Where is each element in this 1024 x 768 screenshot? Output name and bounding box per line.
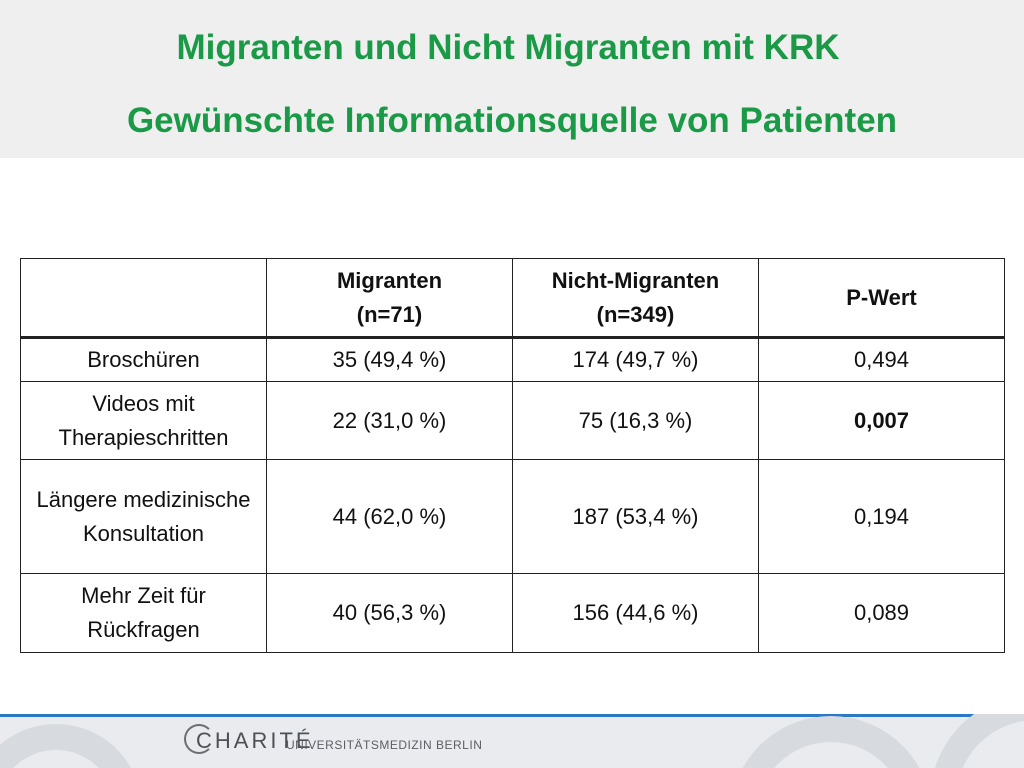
slide-subtitle: Gewünschte Informationsquelle von Patienten (126, 101, 898, 140)
table-row (21, 574, 1005, 653)
table-row (21, 382, 1005, 460)
cell-nicht-migranten: 187 (53,4 %) (513, 460, 759, 574)
cell-p-wert: 0,089 (759, 574, 1005, 653)
row-label: Videos mit Therapieschritten (21, 382, 267, 460)
header-label: Migranten (n=71) (336, 267, 443, 327)
cell-migranten: 35 (49,4 %) (267, 338, 513, 382)
cell-migranten: 44 (62,0 %) (267, 460, 513, 574)
table-row (21, 338, 1005, 382)
cell-p-wert: 0,194 (759, 460, 1005, 574)
charite-logo-subtitle: UNIVERSITÄTSMEDIZIN BERLIN (286, 738, 483, 752)
cell-p-wert: 0,494 (759, 338, 1005, 382)
header-cell-migranten (267, 259, 513, 338)
cell-nicht-migranten: 174 (49,7 %) (513, 338, 759, 382)
cell-p-wert-significant: 0,007 (759, 382, 1005, 460)
slide-header (0, 0, 1024, 158)
decorative-arc (930, 714, 1024, 768)
table-row (21, 460, 1005, 574)
cell-nicht-migranten: 156 (44,6 %) (513, 574, 759, 653)
decorative-arc (730, 716, 932, 768)
charite-logo-text: CHARITÉ (196, 728, 314, 753)
row-label: Broschüren (21, 338, 267, 382)
row-label: Längere medizinische Konsultation (21, 460, 267, 574)
slide-title: Migranten und Nicht Migranten mit KRK (176, 28, 840, 67)
results-table (20, 258, 1005, 653)
table-header-row (21, 259, 1005, 338)
footer-divider (0, 714, 1024, 717)
footer-bar (0, 714, 1024, 768)
cell-nicht-migranten: 75 (16,3 %) (513, 382, 759, 460)
decorative-arc (0, 724, 142, 768)
row-label: Mehr Zeit für Rückfragen (21, 574, 267, 653)
header-label: P-Wert (846, 284, 917, 310)
cell-migranten: 40 (56,3 %) (267, 574, 513, 653)
header-label: Nicht-Migranten (n=349) (551, 267, 720, 327)
header-cell-empty (21, 259, 267, 338)
cell-migranten: 22 (31,0 %) (267, 382, 513, 460)
header-cell-p-wert (759, 259, 1005, 338)
header-cell-nicht-migranten (513, 259, 759, 338)
